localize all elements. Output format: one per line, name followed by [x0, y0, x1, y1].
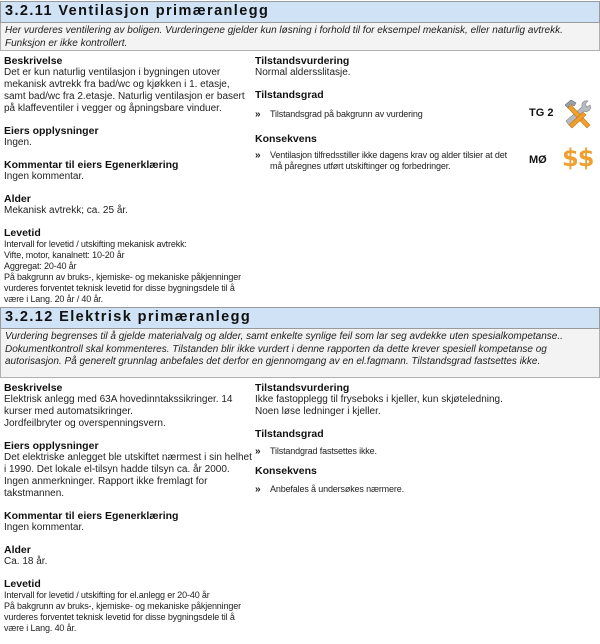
- tilstandsgrad-item: [255, 109, 515, 120]
- left-column-elektrisk: [4, 382, 254, 644]
- alder-text: Mekanisk avtrekk; ca. 25 år.: [4, 205, 128, 216]
- konsekvens-item: [255, 484, 545, 495]
- left-column-ventilasjon: [4, 55, 254, 315]
- eiers-label: Eiers opplysninger: [4, 440, 99, 452]
- levetid-block: [4, 227, 254, 305]
- levetid-label: Levetid: [4, 578, 41, 590]
- konsekvens-item: [255, 150, 515, 172]
- tilstandsgrad-item: [255, 446, 545, 457]
- eiers-label: Eiers opplysninger: [4, 125, 99, 137]
- levetid-label: Levetid: [4, 227, 41, 239]
- beskrivelse-text: Elektrisk anlegg med 63A hovedinntakssikringer. 14 kurser med automatsikringer. Jordfeilbryter og overspenningsvern.: [4, 394, 233, 429]
- tilstandsvurdering-label: Tilstandsvurdering: [255, 382, 350, 394]
- eiers-text: Ingen.: [4, 137, 32, 148]
- tg-badge: TG 2: [529, 107, 554, 119]
- kommentar-label: Kommentar til eiers Egenerklæring: [4, 510, 179, 522]
- levetid-text: Intervall for levetid / utskifting mekanisk avtrekk: Vifte, motor, kanalnett: 10-20 år Aggregat: 20-40 år På bakgrunn av bruks-, kjemiske- og mekaniske påkjenninger vurderes forventet teknisk levetid for disse bygningsdele til å være i Lang. 20 år / 40 år.: [4, 239, 241, 304]
- tilstandsgrad-text: Tilstandgrad fastsettes ikke.: [270, 446, 377, 456]
- section-intro: Vurdering begrenses til å gjelde materialvalg og alder, samt enkelte synlige feil som lar seg avdekke uten spesialkompetanse.. Dokumentkontroll skal kommenteres. Tilstanden blir ikke vurdert i denne rapporten da dette krever spesiell kompetanse og autorisasjon. På generelt grunnlag anbefales det derfor en gjennomgang av en el.fagmann. Tilstandsgrad fastsettes ikke.: [0, 329, 600, 378]
- right-column-elektrisk: [255, 382, 545, 495]
- section-header-elektrisk: [0, 307, 600, 329]
- tilstandsgrad-text: Tilstandsgrad på bakgrunn av vurdering: [270, 109, 423, 119]
- tilstandsvurdering-label: Tilstandsvurdering: [255, 55, 350, 67]
- kommentar-text: Ingen kommentar.: [4, 171, 85, 182]
- section-title: 3.2.11 Ventilasjon primæranlegg: [5, 3, 270, 19]
- tilstandsvurdering-block: [255, 382, 545, 418]
- konsekvens-label: Konsekvens: [255, 465, 317, 477]
- beskrivelse-label: Beskrivelse: [4, 55, 63, 67]
- bullet-icon: »: [255, 446, 261, 457]
- eiers-text: Det elektriske anlegget ble utskiftet nærmest i sin helhet i 1990. Det lokale el-tilsyn hadde tilsyn ca. år 2000. Ingen anmerkninger. Rapport ikke fremlagt for takstmannen.: [4, 452, 252, 499]
- konsekvens-text: Anbefales å undersøkes nærmere.: [270, 484, 404, 494]
- dollar-icon: $$: [562, 144, 594, 172]
- tilstandsvurdering-text: Ikke fastopplegg til fryseboks i kjeller, kun skjøteledning. Noen løse ledninger i kjeller.: [255, 394, 503, 417]
- konsekvens-label: Konsekvens: [255, 133, 317, 145]
- tilstandsgrad-label: Tilstandsgrad: [255, 428, 324, 440]
- eiers-block: [4, 440, 254, 500]
- section-intro: Her vurderes ventilering av boligen. Vurderingene gjelder kun løsning i forhold til for eksempel mekanisk, eller naturlig avtrekk. Funksjon er ikke kontrollert.: [0, 23, 600, 51]
- beskrivelse-block: [4, 55, 254, 115]
- bullet-icon: »: [255, 484, 261, 495]
- konsekvens-text: Ventilasjon tilfredsstiller ikke dagens krav og alder tilsier at det må påregnes utført utskiftinger og forbedringer.: [270, 150, 507, 171]
- right-column-ventilasjon: [255, 55, 515, 172]
- kommentar-block: [4, 159, 254, 183]
- alder-label: Alder: [4, 193, 31, 205]
- kommentar-block: [4, 510, 254, 534]
- kommentar-label: Kommentar til eiers Egenerklæring: [4, 159, 179, 171]
- bullet-icon: »: [255, 150, 261, 161]
- kommentar-text: Ingen kommentar.: [4, 522, 85, 533]
- eiers-block: [4, 125, 254, 149]
- beskrivelse-label: Beskrivelse: [4, 382, 63, 394]
- levetid-text: Intervall for levetid / utskifting for el.anlegg er 20-40 år På bakgrunn av bruks-, kjemiske- og mekaniske påkjenninger vurderes forventet teknisk levetid for disse bygningsdele til å være i Lang. 40 år.: [4, 590, 241, 633]
- alder-block: [4, 193, 254, 217]
- beskrivelse-text: Det er kun naturlig ventilasjon i bygningen utover mekanisk avtrekk fra bad/wc og kjøkken i 1. etasje, samt bad/wc fra 2.etasje. Naturlig ventilasjon er basert på klaffeventiler i vegger og åpningsbare vinduer.: [4, 67, 245, 114]
- beskrivelse-block: [4, 382, 254, 430]
- tilstandsvurdering-block: [255, 55, 515, 79]
- levetid-block: [4, 578, 254, 634]
- alder-label: Alder: [4, 544, 31, 556]
- section-title: 3.2.12 Elektrisk primæranlegg: [5, 309, 252, 325]
- tools-icon: [562, 99, 596, 129]
- mo-badge: MØ: [529, 154, 547, 166]
- bullet-icon: »: [255, 109, 261, 120]
- alder-text: Ca. 18 år.: [4, 556, 48, 567]
- tilstandsgrad-label: Tilstandsgrad: [255, 89, 324, 101]
- tilstandsvurdering-text: Normal aldersslitasje.: [255, 67, 351, 78]
- section-header-ventilasjon: [0, 1, 600, 23]
- alder-block: [4, 544, 254, 568]
